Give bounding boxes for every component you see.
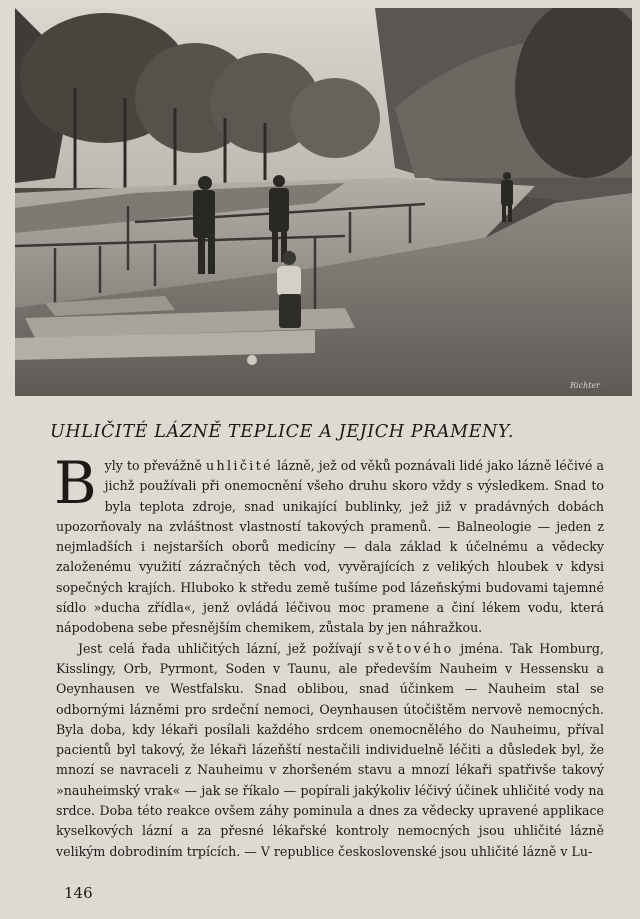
article-body <box>54 449 604 862</box>
spa-photo <box>15 8 632 396</box>
emphasis-uhlicite: uhličité <box>205 458 274 473</box>
page-number: 146 <box>64 884 93 902</box>
paragraph-1-text-a: yly to převážně <box>104 458 206 473</box>
paragraph-2 <box>56 639 604 862</box>
paragraph-1-text-b: lázně, jež od věků poznávali lidé jako lázně léčivé a jichž používali při onemocnění všeho druhu skoro vždy s výsledkem. Snad to byla teplota zdroje, snad unikající bublinky, jež již v pradávných dobách upozorňovaly na zvláštnost vlastností takových pramenů. — Balneologie — jeden z nejmladších i nejstarších oborů medicíny — dala základ k účelnému a vědecky založenému využití zázračných těch vod, vyvěrajících z velikých hloubek v kdysi sopečných krajích. Hluboko k středu země tušíme pod lázeňskými budovami tajemné sídlo »ducha zřídla«, jenž ovládá léčivou moc pramene a činí lékem vodu, která nápodobena sebe přesnějším chemikem, zůstala by jen náhražkou. <box>56 458 604 636</box>
photographer-signature: Richter <box>570 381 600 390</box>
paragraph-2-text-a: Jest celá řada uhličitých lázní, jež požívají <box>78 640 369 656</box>
paragraph-1 <box>54 449 604 639</box>
article-title: UHLIČITÉ LÁZNĚ TEPLICE A JEJICH PRAMENY. <box>50 422 514 442</box>
drop-cap: B <box>54 449 97 517</box>
emphasis-svetoveho: světového <box>368 640 454 656</box>
paragraph-2-text-b: jména. Tak Homburg, Kisslingy, Orb, Pyrmont, Soden v Taunu, ale především Nauheim v Hessensku a Oeynhausen ve Westfalsku. Snad oblibou, snad účinkem — Nauheim stal se odbornými lázněmi pro srdeční nemoci, Oeynhausen útočištěm nervově nemocných. Byla doba, kdy lékaři posílali každého srdcem onemocnělého do Nauheimu, příval pacientů byl takový, že lékaři lázeňští nestačili individuelně léčiti a důsledek byl, že mnozí se navraceli z Nauheimu v zhoršeném stavu a mnozí lékaři spatřivše takový »nauheimský vrak« — jak se říkalo — popírali jakýkoliv léčivý účinek uhličité vody na srdce. Doba této reakce ovšem záhy pominula a dnes za vědecky upravené applikace kyselkových lázní a za přesné lékařské kontroly nemocných jsou uhličité lázně velikým dobrodiním trpících. — V republice československé jsou uhličité lázně v Lu- <box>56 640 604 859</box>
